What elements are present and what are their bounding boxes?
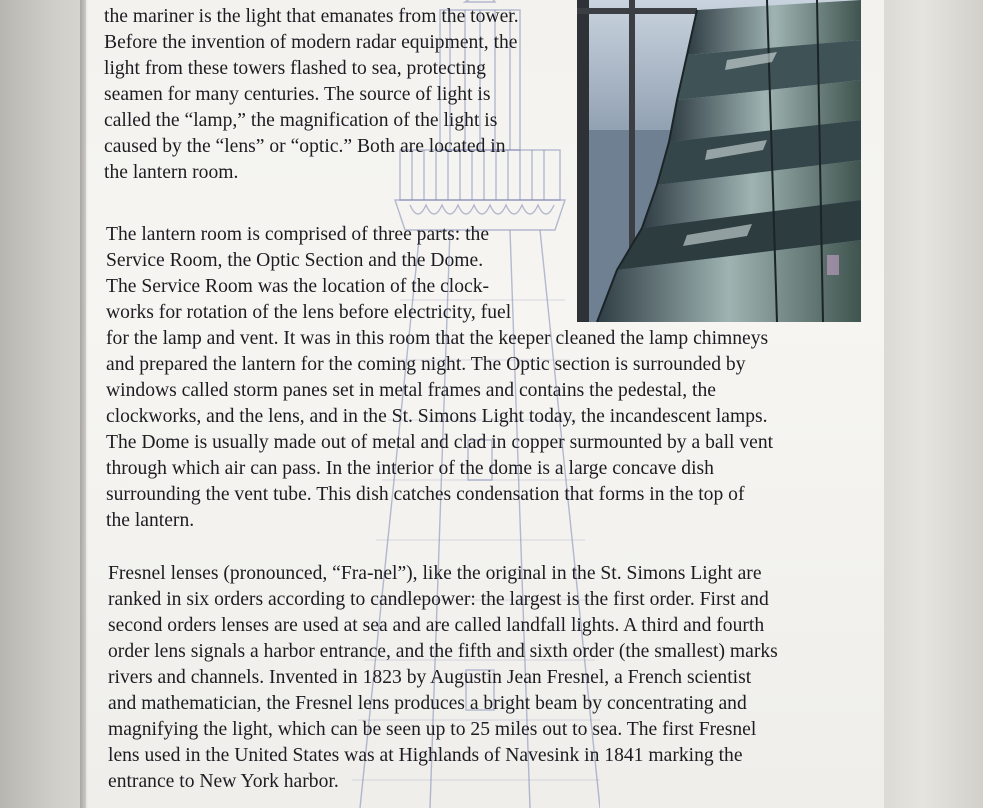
wall-right	[883, 0, 983, 808]
paragraph-lantern-room: The lantern room is comprised of three parts: the Service Room, the Optic Section and the Dome. The Service Room was the location of the clock- works for rotation of the lens before electricity, fuel for the lamp and vent. It was in this room that the keeper cleaned the lamp chimneys and prepared the lantern for the coming night. The Optic section is surrounded by windows called storm panes set in metal frames and contains the pedestal, the clockworks, and the lens, and in the St. Simons Light today, the incandescent lamps. The Dome is usually made out of metal and clad in copper surmounted by a ball vent through which air can pass. In the interior of the dome is a large concave dish surrounding the vent tube. This dish catches condensation that forms in the top of the lantern.	[106, 224, 774, 531]
wall-left	[0, 0, 86, 808]
paragraph-fresnel-lenses: Fresnel lenses (pronounced, “Fra-nel”), like the original in the St. Simons Light are ranked in six orders according to candlepower: the largest is the first order. First and second orders lenses are used at sea and are called landfall lights. A third and fourth order lens signals a harbor entrance, and the fifth and sixth order (the smallest) marks rivers and channels. Invented in 1823 by Augustin Jean Fresnel, a French scientist and mathematician, the Fresnel lens produces a bright beam by concentrating and magnifying the light, which can be seen up to 25 miles out to sea. The first Fresnel lens used in the United States was at Highlands of Navesink in 1841 marking the entrance to New York harbor.	[108, 563, 778, 792]
panel-edge-shadow	[80, 0, 88, 808]
paragraph-lantern-intro: the mariner is the light that emanates from the tower. Before the invention of modern radar equipment, the light from these towers flashed to sea, protecting seamen for many centuries. The source of light is called the “lamp,” the magnification of the light is caused by the “lens” or “optic.” Both are located in the lantern room.	[104, 6, 519, 183]
